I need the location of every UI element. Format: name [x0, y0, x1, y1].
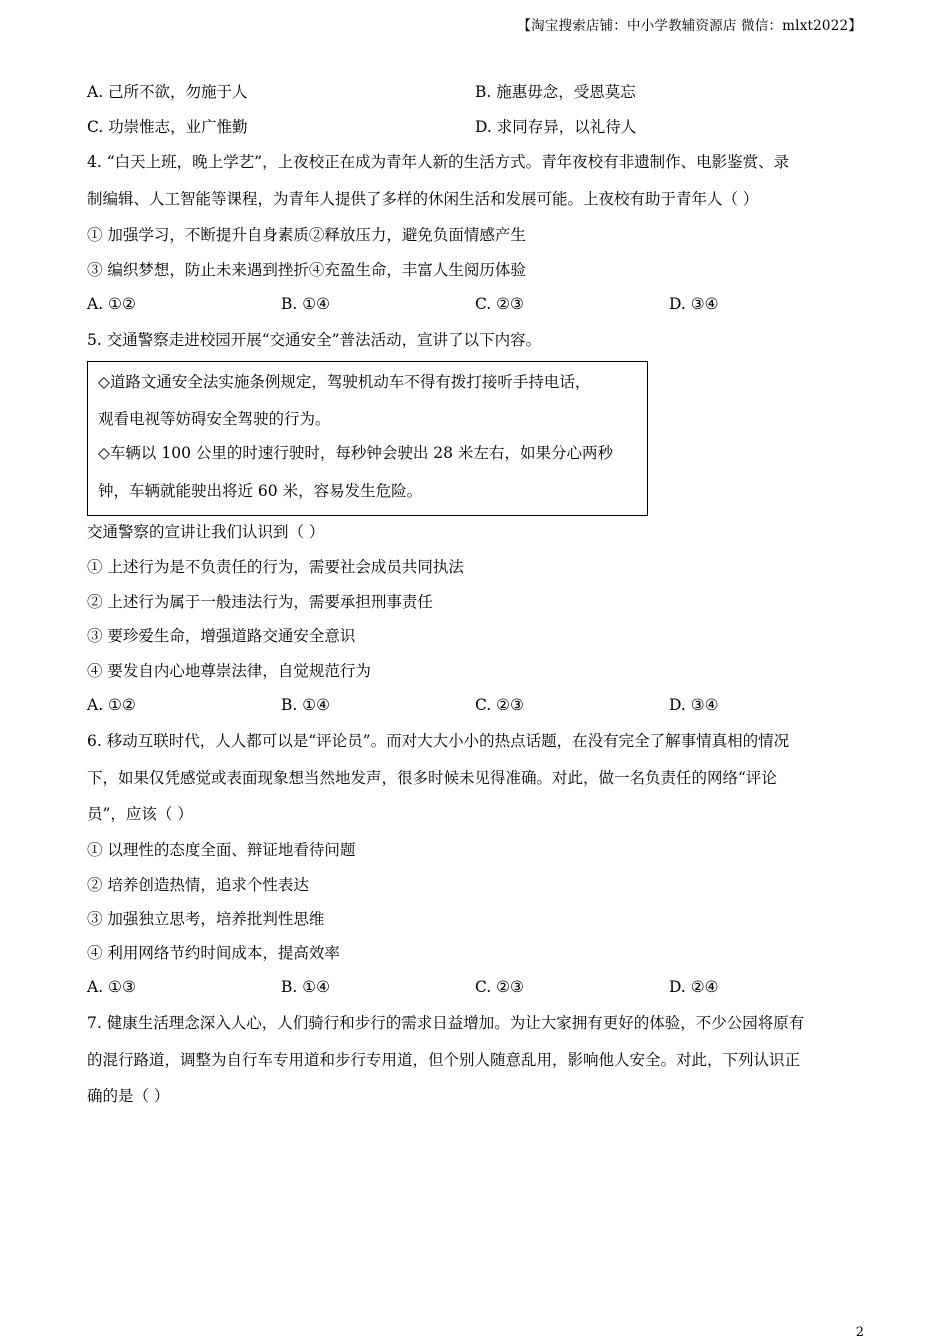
- q5-option-d: D. ③④: [669, 696, 719, 714]
- q5-stem: 5. 交通警察走进校园开展“交通安全”普法活动，宣讲了以下内容。: [87, 331, 542, 349]
- q5-option-b: B. ①④: [281, 696, 331, 714]
- page-header: 【淘宝搜索店铺：中小学教辅资源店 微信：mlxt2022】: [517, 18, 862, 34]
- q4-stem-line-1: 4. “白天上班，晚上学艺”，上夜校正在成为青年人新的生活方式。青年夜校有非遗制作、电影鉴赏、录: [87, 153, 790, 171]
- q3-option-a: A. 己所不欲，勿施于人: [87, 83, 248, 101]
- q5-material-box: [87, 361, 648, 516]
- q6-item-2: ② 培养创造热情，追求个性表达: [87, 876, 309, 894]
- q6-options: [87, 977, 862, 997]
- q6-option-d: D. ②④: [669, 978, 719, 996]
- q5-options: [87, 695, 862, 715]
- q6-option-a: A. ①③: [87, 978, 136, 996]
- q3-option-d: D. 求同存异，以礼待人: [475, 118, 637, 136]
- q5-question: 交通警察的宣讲让我们认识到（ ）: [87, 523, 325, 541]
- q3-options-row-1: [87, 82, 862, 102]
- q3-options-row-2: [87, 117, 862, 137]
- q6-option-c: C. ②③: [475, 978, 524, 996]
- q5-item-3: ③ 要珍爱生命，增强道路交通安全意识: [87, 627, 356, 645]
- q3-option-c: C. 功崇惟志，业广惟勤: [87, 118, 248, 136]
- q5-item-2: ② 上述行为属于一般违法行为，需要承担刑事责任: [87, 593, 433, 611]
- q5-box-line-1: ◇道路文通安全法实施条例规定，驾驶机动车不得有拨打接听手持电话，: [98, 373, 591, 391]
- q7-stem-line-1: 7. 健康生活理念深入人心，人们骑行和步行的需求日益增加。为让大家拥有更好的体验，不少公园将原有: [87, 1014, 805, 1032]
- q5-item-1: ① 上述行为是不负责任的行为，需要社会成员共同执法: [87, 558, 464, 576]
- q6-item-1: ① 以理性的态度全面、辩证地看待问题: [87, 841, 356, 859]
- q6-option-b: B. ①④: [281, 978, 331, 996]
- q6-stem-line-2: 下，如果仅凭感觉或表面现象想当然地发声，很多时候未见得准确。对此，做一名负责任的网络“评论: [87, 769, 777, 787]
- q4-item-line-1: ① 加强学习，不断提升自身素质②释放压力，避免负面情感产生: [87, 226, 526, 244]
- q6-item-4: ④ 利用网络节约时间成本，提高效率: [87, 944, 340, 962]
- q4-item-line-2: ③ 编织梦想，防止未来遇到挫折④充盈生命，丰富人生阅历体验: [87, 261, 526, 279]
- q7-stem-line-2: 的混行路道，调整为自行车专用道和步行专用道，但个别人随意乱用，影响他人安全。对此，下列认识正: [87, 1051, 801, 1069]
- q6-stem-line-3: 员”，应该（ ）: [87, 805, 193, 823]
- q4-option-b: B. ①④: [281, 295, 331, 313]
- q4-option-d: D. ③④: [669, 295, 719, 313]
- q4-option-a: A. ①②: [87, 295, 136, 313]
- q5-option-c: C. ②③: [475, 696, 524, 714]
- q5-box-line-4: 钟，车辆就能驶出将近 60 米，容易发生危险。: [98, 482, 423, 500]
- q5-box-line-2: 观看电视等妨碍安全驾驶的行为。: [98, 410, 331, 428]
- q7-stem-line-3: 确的是（ ）: [87, 1087, 170, 1105]
- q4-options: [87, 294, 862, 314]
- q5-box-line-3: ◇车辆以 100 公里的时速行驶时，每秒钟会驶出 28 米左右，如果分心两秒: [98, 444, 613, 462]
- page-number: 2: [855, 1325, 864, 1340]
- q4-option-c: C. ②③: [475, 295, 524, 313]
- q4-stem-line-2: 制编辑、人工智能等课程，为青年人提供了多样的休闲生活和发展可能。上夜校有助于青年人（ ）: [87, 190, 759, 208]
- q5-option-a: A. ①②: [87, 696, 136, 714]
- q6-stem-line-1: 6. 移动互联时代，人人都可以是“评论员”。而对大大小小的热点话题，在没有完全了解事情真相的情况: [87, 732, 790, 750]
- q3-option-b: B. 施惠毋念，受恩莫忘: [475, 83, 636, 101]
- q6-item-3: ③ 加强独立思考，培养批判性思维: [87, 910, 325, 928]
- q5-item-4: ④ 要发自内心地尊崇法律，自觉规范行为: [87, 662, 371, 680]
